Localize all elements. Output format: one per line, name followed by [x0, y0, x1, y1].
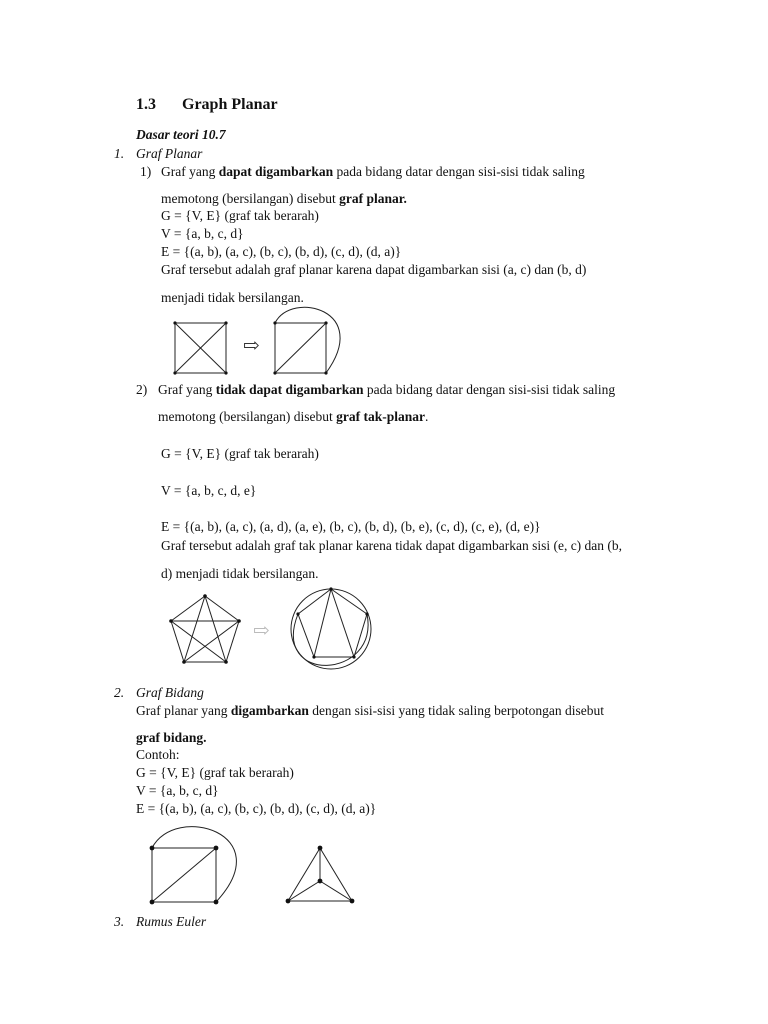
theory-title: Dasar teori 10.7	[136, 127, 226, 142]
sub2-number: 2)	[136, 382, 148, 397]
section-number: 1.3	[136, 96, 156, 113]
sub2-explain-1: Graf tersebut adalah graf tak planar karena tidak dapat digambarkan sisi (e, c) dan (b,	[161, 538, 623, 553]
sub2-g: G = {V, E} (graf tak berarah)	[161, 446, 319, 461]
sub2-line1-bold: tidak dapat digambarkan	[215, 382, 364, 397]
sub1-line2-bold: graf planar.	[339, 191, 407, 206]
sub1-e: E = {(a, b), (a, c), (b, c), (b, d), (c, d), (d, a)}	[161, 244, 402, 259]
sub1-line2	[161, 191, 407, 207]
item1-number: 1.	[114, 146, 125, 161]
arrow-icon: ⇨	[253, 620, 270, 642]
item2-example-label: Contoh:	[136, 747, 180, 762]
item2-g: G = {V, E} (graf tak berarah)	[136, 765, 294, 780]
sub1-line1	[161, 164, 585, 180]
arrow-icon: ⇨	[243, 335, 260, 357]
k5-crossing-figure	[165, 592, 245, 668]
item2-line1-c: dengan sisi-sisi yang tidak saling berpotongan disebut	[308, 703, 604, 718]
k5-redrawn-figure	[290, 585, 380, 675]
item3-number: 3.	[114, 914, 125, 929]
item2-title: Graf Bidang	[136, 685, 204, 700]
sub2-line1-c: pada bidang datar dengan sisi-sisi tidak saling	[363, 382, 616, 397]
sub2-v: V = {a, b, c, d, e}	[161, 483, 257, 498]
item2-number: 2.	[114, 685, 125, 700]
sub2-line2-bold: graf tak-planar	[336, 409, 425, 424]
sub2-explain-2: d) menjadi tidak bersilangan.	[161, 566, 319, 581]
k4-crossing-figure	[160, 310, 250, 382]
sub1-line1-a: Graf yang	[161, 164, 219, 179]
k4-triangle-figure	[282, 838, 362, 910]
sub1-g: G = {V, E} (graf tak berarah)	[161, 208, 319, 223]
sub1-explain-1: Graf tersebut adalah graf planar karena dapat digambarkan sisi (a, c) dan (b, d)	[161, 262, 587, 277]
section-title: Graph Planar	[182, 96, 278, 113]
sub1-v: V = {a, b, c, d}	[161, 226, 244, 241]
sub2-line1	[158, 382, 615, 398]
item2-e: E = {(a, b), (a, c), (b, c), (b, d), (c, d), (d, a)}	[136, 801, 377, 816]
k4-planar-figure	[262, 300, 352, 385]
plane-graph-figure	[140, 818, 240, 910]
sub2-line2	[158, 409, 428, 425]
sub2-e: E = {(a, b), (a, c), (a, d), (a, e), (b, c), (b, d), (b, e), (c, d), (c, e), (d, e)}	[161, 519, 541, 534]
sub1-line2-a: memotong (bersilangan) disebut	[161, 191, 340, 206]
item2-line1-a: Graf planar yang	[136, 703, 231, 718]
item2-line2: graf bidang.	[136, 730, 207, 745]
sub1-line1-bold: dapat digambarkan	[218, 164, 334, 179]
sub2-line1-a: Graf yang	[158, 382, 216, 397]
item2-v: V = {a, b, c, d}	[136, 783, 219, 798]
sub2-line2-a: memotong (bersilangan) disebut	[158, 409, 337, 424]
sub1-explain-2: menjadi tidak bersilangan.	[161, 290, 304, 305]
item2-line1-bold: digambarkan	[230, 703, 309, 718]
sub2-line2-c: .	[424, 409, 429, 424]
sub1-number: 1)	[140, 164, 152, 179]
item2-line1	[136, 703, 604, 719]
sub1-line1-c: pada bidang datar dengan sisi-sisi tidak saling	[333, 164, 585, 179]
item3-title: Rumus Euler	[136, 914, 207, 929]
item1-title: Graf Planar	[136, 146, 203, 161]
